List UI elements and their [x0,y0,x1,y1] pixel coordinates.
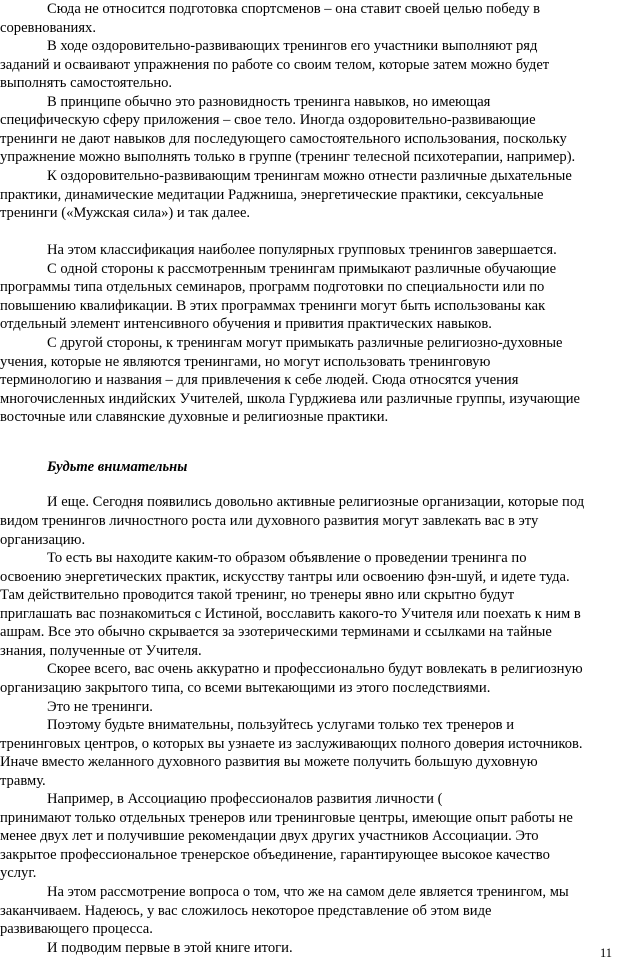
text-line: На этом рассмотрение вопроса о том, что же на самом деле является тренингом, мы [47,884,569,900]
text-line: С другой стороны, к тренингам могут примыкать различные религиозно-духовные [47,334,563,351]
text-line: Там действительно проводится такой тренинг, но тренеры явно или скрытно будут [0,587,515,604]
text-line: тренинговых центров, о которых вы узнаете из заслуживающих полного доверия источников. [0,735,583,752]
text-line: отдельный элемент интенсивного обучения и привития практических навыков. [0,316,492,333]
text-line: повышению квалификации. В этих программах тренинги могут быть использованы как [0,297,546,314]
text-line: видом тренингов личностного роста или духовного развития могут завлекать вас в эту [0,513,539,529]
text-line: организацию. [0,531,86,548]
text-line: услуг. [0,865,37,882]
text-line: закрытое профессиональное тренерское объединение, гарантирующее высокое качество [0,846,550,863]
text-line: Иначе вместо желанного духовного развития вы можете получить большую духовную [0,754,538,771]
text-line: На этом классификация наиболее популярных групповых тренингов завершается. [47,242,557,259]
text-line: То есть вы находите каким-то образом объявление о проведении тренинга по [47,550,527,567]
text-line: тренинги («Мужская сила») и так далее. [0,205,251,222]
text-line: восточные или славянские духовные и религиозные практики. [0,409,389,426]
text-line: тренинги не дают навыков для последующего самостоятельного использования, поскольку [0,130,567,147]
text-line: организацию закрытого типа, со всеми вытекающими из этого последствиями. [0,679,491,696]
text-line: знания, полученные от Учителя. [0,642,202,659]
text-line: заданий и осваивают упражнения по работе со своим телом, которые затем можно будет [0,56,550,73]
page-number: 11 [599,946,612,960]
text-line: терминологию и названия – для привлечения к себе людей. Сюда относятся учения [0,372,519,388]
text-line: Поэтому будьте внимательны, пользуйтесь услугами только тех тренеров и [47,717,515,733]
text-line: специфическую сферу приложения – свое тело. Иногда оздоровительно-развивающие [0,112,536,129]
section-heading: Будьте внимательны [47,459,188,476]
text-line: И подводим первые в этой книге итоги. [47,939,293,956]
text-line: заканчиваем. Надеюсь, у вас сложилось некоторое представление об этом виде [0,902,492,919]
text-line: практики, динамические медитации Раджниша, энергетические практики, сексуальные [0,186,544,203]
text-line: Например, в Ассоциацию профессионалов развития личности ( [47,791,443,808]
text-line: В ходе оздоровительно-развивающих тренингов его участники выполняют ряд [47,38,538,55]
text-line: травму. [0,772,46,789]
text-line: освоению энергетических практик, искусству тантры или освоению фэн-шуй, и идете туда. [0,568,570,585]
text-line: принимают только отдельных тренеров или тренинговые центры, имеющие опыт работы не [0,809,573,826]
text-line: программы типа отдельных семинаров, программ подготовки по специальности или по [0,279,545,296]
text-line: соревнованиях. [0,19,96,36]
text-line: ашрам. Все это обычно скрывается за эзотерическими терминами и ссылками на тайные [0,624,552,641]
text-line: Скорее всего, вас очень аккуратно и профессионально будут вовлекать в религиозную [47,661,583,678]
text-line: упражнение можно выполнять только в группе (тренинг телесной психотерапии, например). [0,149,576,166]
text-line: многочисленных индийских Учителей, школа Гурджиева или различные группы, изучающие [0,390,581,407]
text-line: С одной стороны к рассмотренным тренингам примыкают различные обучающие [47,260,557,277]
text-line: приглашать вас познакомиться с Истиной, восславить какого-то Учителя или поехать к ним в [0,605,581,622]
text-line: выполнять самостоятельно. [0,75,173,92]
text-line: К оздоровительно-развивающим тренингам можно отнести различные дыхательные [47,168,572,184]
text-line: развивающего процесса. [0,921,153,938]
text-line: И еще. Сегодня появились довольно активные религиозные организации, которые под [47,494,585,511]
text-line: Сюда не относится подготовка спортсменов – она ставит своей целью победу в [47,1,541,17]
text-line: учения, которые не являются тренингами, но могут использовать тренинговую [0,353,491,370]
text-line: В принципе обычно это разновидность тренинга навыков, но имеющая [47,93,491,110]
text-line: менее двух лет и получившие рекомендации двух других участников Ассоциации. Это [0,828,539,845]
text-line: Это не тренинги. [47,698,153,715]
